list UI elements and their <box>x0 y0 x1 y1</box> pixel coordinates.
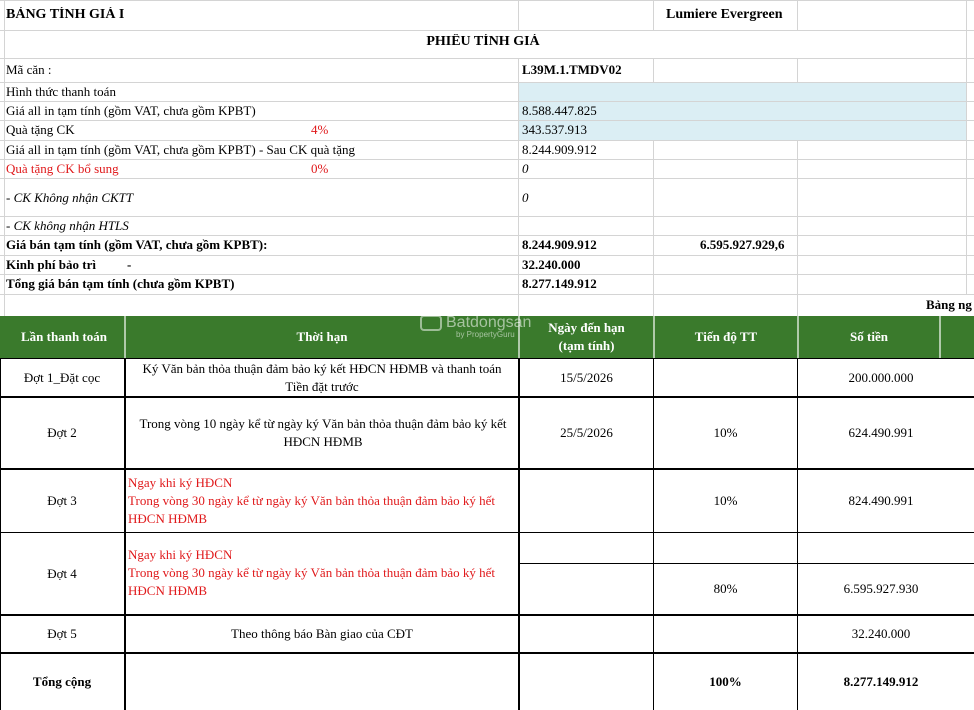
extra-gift-pct: 0% <box>311 161 329 176</box>
allin-price-value: 8.588.447.825 <box>522 103 597 118</box>
sale-price-extra: 6.595.927.929,6 <box>700 237 785 252</box>
house-icon <box>420 315 442 331</box>
col-header-term: Thời hạn <box>296 329 348 344</box>
row3-term-line1: Ngay khi ký HĐCN <box>128 475 233 490</box>
highlight-cell <box>519 83 966 101</box>
gift-discount-pct: 4% <box>311 122 329 137</box>
row2-term: Trong vòng 10 ngày kể từ ngày ký Văn bản thỏa thuận đảm bảo ký kết HĐCN HĐMB <box>139 416 507 449</box>
grid-line <box>0 140 974 141</box>
col-header-amount: Số tiền <box>850 329 888 344</box>
header-divider <box>797 316 799 358</box>
sale-price-label: Giá bán tạm tính (gồm VAT, chưa gồm KPBT): <box>6 237 268 252</box>
row5-installment: Đợt 5 <box>47 626 77 641</box>
row4-term-line1: Ngay khi ký HĐCN <box>128 547 233 562</box>
maintenance-dash: - <box>127 257 132 272</box>
row5-amount: 32.240.000 <box>851 626 911 641</box>
row1-installment: Đợt 1_Đặt cọc <box>23 369 101 385</box>
col-header-installment: Lần thanh toán <box>21 329 107 344</box>
maintenance-label: Kinh phí bảo trì <box>6 257 96 272</box>
grid-line <box>0 159 974 160</box>
row3-amount: 824.490.991 <box>848 493 914 508</box>
row1-amount: 200.000.000 <box>848 369 914 385</box>
row4-term-line2: Trong vòng 30 ngày kể từ ngày ký Văn bản thỏa thuận đảm bảo ký hết HĐCN HĐMB <box>128 565 496 598</box>
header-divider <box>653 316 655 358</box>
unit-code-label: Mã căn : <box>6 62 52 77</box>
extra-gift-label: Quà tặng CK bổ sung <box>6 161 119 176</box>
total-price-label: Tổng giá bán tạm tính (chưa gồm KPBT) <box>6 276 235 291</box>
col-header-due-date: Ngày đến hạn (tạm tính) <box>548 320 625 353</box>
total-amount: 8.277.149.912 <box>843 674 919 689</box>
no-cktt-label: - CK Không nhận CKTT <box>6 190 134 205</box>
grid-line <box>0 178 974 179</box>
grid-line <box>0 0 974 1</box>
total-progress: 100% <box>709 674 742 689</box>
allin-price-label: Giá all in tạm tính (gồm VAT, chưa gồm KPBT) <box>6 103 256 118</box>
maintenance-value: 32.240.000 <box>522 257 581 272</box>
right-note: Bảng ng <box>926 297 972 312</box>
row5-term: Theo thông báo Bàn giao của CĐT <box>231 626 413 641</box>
grid-line <box>0 216 974 217</box>
sheet-title: BẢNG TÍNH GIÁ I <box>6 7 125 22</box>
gift-discount-label: Quà tặng CK <box>6 122 75 137</box>
row1-term: Ký Văn bản thỏa thuận đảm bảo ký kết HĐCN HĐMB và thanh toán Tiền đặt trước <box>142 360 502 394</box>
row3-progress: 10% <box>713 493 738 508</box>
row3-installment: Đợt 3 <box>47 493 77 508</box>
header-divider <box>124 316 126 358</box>
row4-installment: Đợt 4 <box>47 565 77 581</box>
extra-gift-value: 0 <box>522 161 529 176</box>
table-border <box>0 532 974 533</box>
grid-line <box>0 274 974 275</box>
row4-progress: 80% <box>713 581 738 596</box>
grid-line <box>797 0 798 30</box>
form-title: PHIẾU TÍNH GIÁ <box>426 34 540 49</box>
row2-date: 25/5/2026 <box>560 425 613 440</box>
payment-method-label: Hình thức thanh toán <box>6 84 116 99</box>
watermark: Batdongsan by PropertyGuru <box>420 314 531 339</box>
no-cktt-value: 0 <box>522 190 529 205</box>
row1-date: 15/5/2026 <box>560 369 613 385</box>
grid-line <box>0 255 974 256</box>
grid-line <box>0 30 974 31</box>
grid-line <box>0 294 974 295</box>
row2-installment: Đợt 2 <box>47 425 77 440</box>
row2-progress: 10% <box>713 425 738 440</box>
grid-line <box>653 0 654 30</box>
grid-line <box>0 235 974 236</box>
col-header-progress: Tiến độ TT <box>694 329 758 344</box>
table-border <box>124 358 126 710</box>
after-discount-value: 8.244.909.912 <box>522 142 597 157</box>
gift-discount-value: 343.537.913 <box>522 122 587 137</box>
grid-line <box>0 58 974 59</box>
total-price-value: 8.277.149.912 <box>522 276 597 291</box>
row3-term-line2: Trong vòng 30 ngày kể từ ngày ký Văn bản thỏa thuận đảm bảo ký hết HĐCN HĐMB <box>128 493 496 526</box>
after-discount-label: Giá all in tạm tính (gồm VAT, chưa gồm KPBT) - Sau CK quà tặng <box>6 142 355 157</box>
no-htls-label: - CK không nhận HTLS <box>6 218 129 233</box>
row4-amount: 6.595.927.930 <box>843 581 919 596</box>
grid-line <box>966 0 967 294</box>
sale-price-value: 8.244.909.912 <box>522 237 597 252</box>
header-divider <box>939 316 941 358</box>
row2-amount: 624.490.991 <box>848 425 914 440</box>
project-name: Lumiere Evergreen <box>666 7 783 22</box>
grid-line <box>518 0 519 30</box>
total-label: Tổng cộng <box>32 674 92 689</box>
unit-code-value: L39M.1.TMDV02 <box>522 62 622 77</box>
